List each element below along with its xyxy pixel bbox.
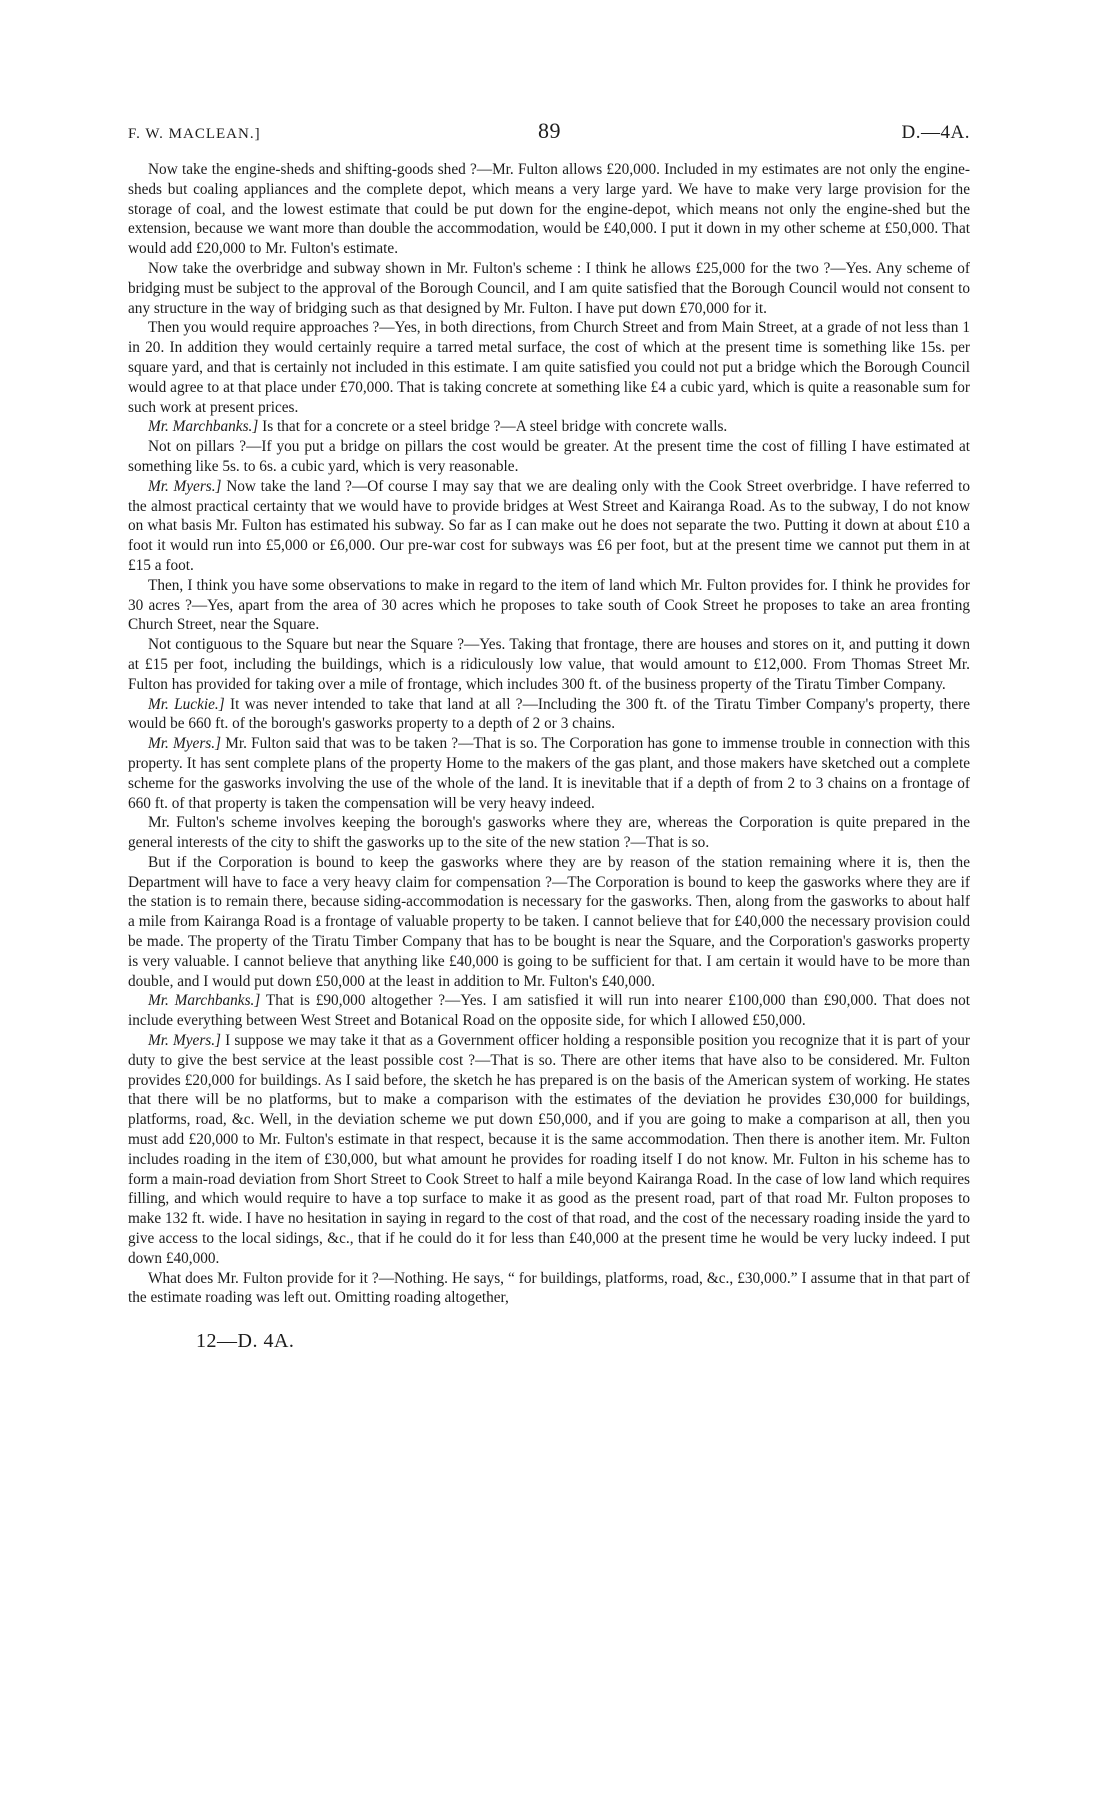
speaker-label: Mr. Marchbanks.] bbox=[148, 992, 261, 1010]
paragraph-text: Then you would require approaches ?—Yes, in both directions, from Church Street and from Main Street, at a grade of not less than 1 in 20. In addition they would certainly require a tarred metal surface, the cost of which at the present time is something like 15s. per square yard, and that is certainly not included in this estimate. I am quite satisfied you could not put a bridge which the Borough Council would agree to at that place under £70,000. That is taking concrete at something like £4 a cubic yard, which is quite a reasonable sum for such work at present prices. bbox=[128, 319, 970, 416]
document-reference: D.—4A. bbox=[901, 122, 970, 143]
paragraph-text: Now take the engine-sheds and shifting-goods shed ?—Mr. Fulton allows £20,000. Included in my estimates are not only the engine-sheds but coaling appliances and the complete depot, which means a very large yard. We have to make very large provision for the storage of coal, and the lowest estimate that could be put down for the engine-depot, which means not only the engine-shed but the extension, because we want more than double the accommodation, would be £40,000. I put it down in my other scheme at £50,000. That would add £20,000 to Mr. Fulton's estimate. bbox=[128, 161, 970, 258]
speaker-label: Mr. Myers.] bbox=[148, 735, 222, 753]
page-number: 89 bbox=[538, 118, 561, 143]
paragraph bbox=[128, 477, 970, 576]
paragraph bbox=[128, 437, 970, 477]
paragraph-text: Not on pillars ?—If you put a bridge on pillars the cost would be greater. At the present time the cost of filling I have estimated at something like 5s. to 6s. a cubic yard, which is very reasonable. bbox=[128, 438, 970, 475]
paragraph-text: I suppose we may take it that as a Government officer holding a responsible position you recognize that it is part of your duty to give the best service at the least possible cost ?—That is so. There are other items that have also to be considered. Mr. Fulton provides £20,000 for buildings. As I said before, the sketch he has prepared is on the basis of the American system of working. He states that there will be no platforms, but to make a comparison with the estimates of the deviation he provides £30,000 for buildings, platforms, road, &c. Well, in the deviation scheme we put down £50,000, and if you are going to make a comparison at all, then you must add £20,000 to Mr. Fulton's estimate in that respect, because it is the same accommodation. Then there is another item. Mr. Fulton includes roading in the item of £30,000, but what amount he provides for roading itself I do not know. Mr. Fulton in his scheme has to form a main-road deviation from Short Street to Cook Street to half a mile beyond Kairanga Road. In the case of low land which requires filling, and which would require to have a top surface to make it as good as the present road, part of that road Mr. Fulton proposes to make 132 ft. wide. I have no hesitation in saying in regard to the cost of that road, and the cost of the necessary roading inside the yard to give access to the local sidings, &c., that if he could do it for less than £40,000 at the present time he would be very lucky indeed. I put down £40,000. bbox=[128, 1032, 970, 1267]
body-text bbox=[128, 160, 970, 1308]
speaker-label: Mr. Myers.] bbox=[148, 1032, 221, 1050]
speaker-label: Mr. Marchbanks.] bbox=[148, 418, 259, 436]
witness-name: F. W. MACLEAN.] bbox=[128, 126, 261, 142]
paragraph-text: That is £90,000 altogether ?—Yes. I am satisfied it will run into nearer £100,000 than £90,000. That does not include everything between West Street and Botanical Road on the opposite side, for which I allowed £50,000. bbox=[128, 992, 970, 1030]
paragraph bbox=[128, 417, 970, 437]
paragraph-text: Mr. Fulton said that was to be taken ?—That is so. The Corporation has gone to immense trouble in connection with this property. It has sent complete plans of the property Home to the makers of the gas plant, and those makers have sketched out a complete scheme for the gasworks involving the use of the whole of the land. It is inevitable that if a depth of from 2 to 3 chains on a frontage of 660 ft. of that property is taken the compensation will be very heavy indeed. bbox=[128, 735, 970, 812]
paragraph-text: Now take the land ?—Of course I may say that we are dealing only with the Cook Street overbridge. I have referred to the almost practical certainty that we would have to provide bridges at West Street and Kairanga Road. As to the subway, I do not know on what basis Mr. Fulton has estimated his subway. So far as I can make out he does not separate the two. Putting it down at about £10 a foot it would run into £5,000 or £6,000. Our pre-war cost for subways was £6 per foot, but at the present time we cannot put them in at £15 a foot. bbox=[128, 477, 971, 574]
document-page bbox=[128, 118, 970, 1353]
paragraph bbox=[128, 318, 970, 417]
paragraph bbox=[128, 813, 970, 853]
paragraph-text: What does Mr. Fulton provide for it ?—Nothing. He says, “ for buildings, platforms, road, &c., £30,000.” I assume that in that part of the estimate roading was left out. Omitting roading altogether, bbox=[128, 1269, 970, 1307]
paragraph-text: Now take the overbridge and subway shown in Mr. Fulton's scheme : I think he allows £25,000 for the two ?—Yes. Any scheme of bridging must be subject to the approval of the Borough Council, and I am quite satisfied that the Borough Council would not consent to any structure in the way of bridging such as that designed by Mr. Fulton. I have put down £70,000 for it. bbox=[128, 259, 970, 317]
paragraph bbox=[128, 1269, 970, 1309]
paragraph-text: It was never intended to take that land at all ?—Including the 300 ft. of the Tiratu Timber Company's property, there would be 660 ft. of the borough's gasworks property to a depth of 2 or 3 chains. bbox=[128, 695, 971, 733]
paragraph-text: But if the Corporation is bound to keep the gasworks where they are by reason of the station remaining where it is, then the Department will have to face a very heavy claim for compensation ?—The Corporation is bound to keep the gasworks where they are if the station is to remain there, because siding-accommodation is necessary for the gasworks. Then, along from the gasworks to about half a mile from Kairanga Road is a frontage of valuable property to be taken. I cannot believe that for £40,000 the necessary provision could be made. The property of the Tiratu Timber Company that has to be bought is near the Square, and the Corporation's gasworks property is very valuable. I cannot believe that anything like £40,000 is going to be sufficient for that. I am certain it would have to be more than double, and I would put down £50,000 at the least in addition to Mr. Fulton's £40,000. bbox=[128, 853, 970, 990]
speaker-label: Mr. Luckie.] bbox=[148, 695, 225, 713]
signature-mark: 12—D. 4A. bbox=[196, 1330, 295, 1353]
speaker-label: Mr. Myers.] bbox=[148, 477, 222, 495]
paragraph bbox=[128, 734, 970, 813]
paragraph bbox=[128, 853, 970, 992]
paragraph bbox=[128, 991, 970, 1031]
paragraph-text: Not contiguous to the Square but near the Square ?—Yes. Taking that frontage, there are houses and stores on it, and putting it down at £15 per foot, including the buildings, which is a ridiculously low value, that would amount to £12,000. From Thomas Street Mr. Fulton has provided for taking over a mile of frontage, which includes 300 ft. of the business property of the Tiratu Timber Company. bbox=[128, 636, 970, 693]
paragraph bbox=[128, 259, 970, 318]
paragraph bbox=[128, 1031, 970, 1269]
paragraph-text: Then, I think you have some observations to make in regard to the item of land which Mr. Fulton provides for. I think he provides for 30 acres ?—Yes, apart from the area of 30 acres which he proposes to take south of Cook Street he proposes to take an area fronting Church Street, near the Square. bbox=[128, 576, 970, 634]
paragraph bbox=[128, 635, 970, 694]
paragraph bbox=[128, 695, 970, 735]
page-header bbox=[128, 118, 970, 152]
paragraph bbox=[128, 576, 970, 635]
paragraph-text: Mr. Fulton's scheme involves keeping the borough's gasworks where they are, whereas the Corporation is quite prepared in the general interests of the city to shift the gasworks up to the site of the new station ?—That is so. bbox=[128, 814, 970, 852]
paragraph-text: Is that for a concrete or a steel bridge ?—A steel bridge with concrete walls. bbox=[262, 418, 728, 436]
paragraph bbox=[128, 160, 970, 259]
